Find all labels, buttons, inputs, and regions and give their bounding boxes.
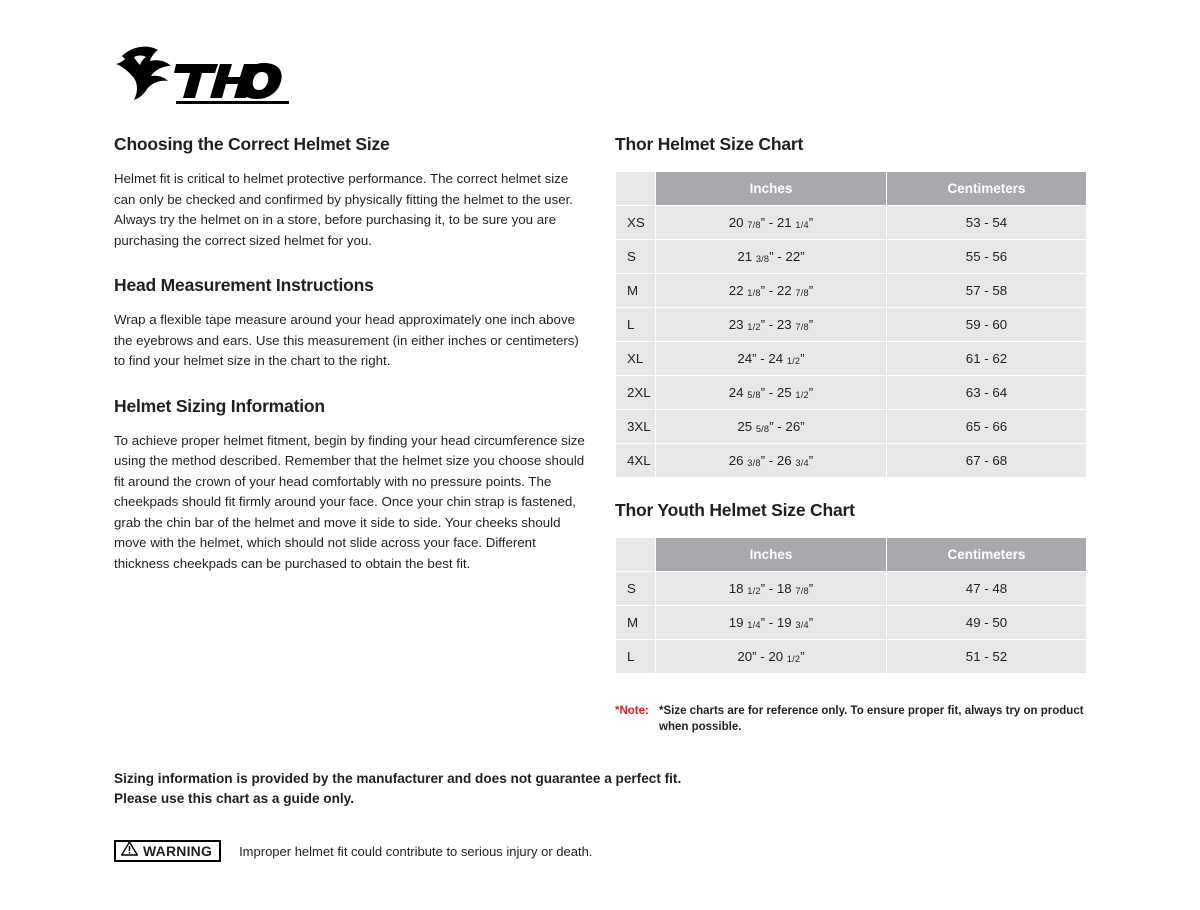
- right-charts-column: [615, 134, 1086, 674]
- warning-row: [114, 840, 592, 862]
- adult-cm-xl: 61 - 62: [887, 342, 1087, 376]
- adult-col-centimeters: Centimeters: [887, 172, 1087, 206]
- adult-size-m: M: [616, 274, 656, 308]
- youth-col-inches: Inches: [656, 538, 887, 572]
- disclaimer-line-2: Please use this chart as a guide only.: [114, 791, 354, 806]
- disclaimer-line-1: Sizing information is provided by the manufacturer and does not guarantee a perfect fit.: [114, 771, 682, 786]
- reference-note: [615, 703, 1095, 735]
- manufacturer-disclaimer: [114, 769, 681, 809]
- youth-cm-l: 51 - 52: [887, 640, 1087, 674]
- section-body-head-measurement: Wrap a flexible tape measure around your head approximately one inch above the eyebrows and ears. Use this measurement (in either inches or centimeters) to find your helmet size in the chart to the right.: [114, 312, 579, 368]
- adult-inches-s: 21 3/8” - 22”: [656, 240, 887, 274]
- adult-cm-4xl: 67 - 68: [887, 444, 1087, 478]
- table-row: [616, 308, 1087, 342]
- adult-size-xs: XS: [616, 206, 656, 240]
- adult-size-xl: XL: [616, 342, 656, 376]
- adult-inches-l: 23 1/2” - 23 7/8”: [656, 308, 887, 342]
- adult-chart-title: Thor Helmet Size Chart: [615, 134, 804, 154]
- section-heading-head-measurement: Head Measurement Instructions: [114, 275, 374, 295]
- table-row: [616, 444, 1087, 478]
- warning-badge: [114, 840, 221, 862]
- section-heading-helmet-sizing: Helmet Sizing Information: [114, 395, 325, 416]
- section-body-choosing-size: Helmet fit is critical to helmet protective performance. The correct helmet size can only be checked and confirmed by physically fitting the helmet to the user. Always try the helmet on in a store, before purchasing it, to be sure you are purchasing the correct sized helmet for you.: [114, 171, 574, 248]
- adult-col-inches: Inches: [656, 172, 887, 206]
- table-row: [616, 274, 1087, 308]
- adult-size-s: S: [616, 240, 656, 274]
- table-row: [616, 240, 1087, 274]
- adult-col-size: [616, 172, 656, 206]
- adult-cm-3xl: 65 - 66: [887, 410, 1087, 444]
- section-heading-choosing-size: Choosing the Correct Helmet Size: [114, 134, 390, 154]
- left-information-column: [114, 134, 592, 574]
- table-row: [616, 342, 1087, 376]
- adult-size-3xl: 3XL: [616, 410, 656, 444]
- adult-inches-2xl: 24 5/8” - 25 1/2”: [656, 376, 887, 410]
- adult-cm-m: 57 - 58: [887, 274, 1087, 308]
- youth-chart-title: Thor Youth Helmet Size Chart: [615, 500, 855, 520]
- adult-cm-s: 55 - 56: [887, 240, 1087, 274]
- table-row: [616, 376, 1087, 410]
- youth-inches-m: 19 1/4” - 19 3/4”: [656, 606, 887, 640]
- note-label: *Note:: [615, 705, 649, 717]
- section-body-helmet-sizing: To achieve proper helmet fitment, begin by finding your head circumference size using the method described. Remember that the helmet size you choose should fit around the crown of your head comfortably with no pressure points. The cheekpads should fit firmly around your face. Once your chin strap is fastened, grab the chin bar of the helmet and move it side to side. Your cheeks should move with the helmet, which should not slide across your face. Different thickness cheekpads can be purchased to obtain the best fit.: [114, 432, 585, 571]
- adult-cm-l: 59 - 60: [887, 308, 1087, 342]
- adult-inches-m: 22 1/8” - 22 7/8”: [656, 274, 887, 308]
- table-row: [616, 206, 1087, 240]
- table-row: [616, 640, 1087, 674]
- youth-col-size: [616, 538, 656, 572]
- table-row: [616, 572, 1087, 606]
- adult-size-4xl: 4XL: [616, 444, 656, 478]
- adult-inches-xl: 24” - 24 1/2”: [656, 342, 887, 376]
- youth-inches-l: 20” - 20 1/2”: [656, 640, 887, 674]
- table-row: [616, 410, 1087, 444]
- note-text: *Size charts are for reference only. To ensure proper fit, always try on product when possible.: [659, 705, 1084, 733]
- thor-logo: [114, 42, 289, 104]
- adult-size-2xl: 2XL: [616, 376, 656, 410]
- table-header-row: [616, 172, 1087, 206]
- youth-size-l: L: [616, 640, 656, 674]
- table-header-row: [616, 538, 1087, 572]
- adult-size-l: L: [616, 308, 656, 342]
- youth-cm-m: 49 - 50: [887, 606, 1087, 640]
- youth-cm-s: 47 - 48: [887, 572, 1087, 606]
- adult-inches-xs: 20 7/8” - 21 1/4”: [656, 206, 887, 240]
- youth-size-table: [615, 537, 1087, 674]
- adult-inches-3xl: 25 5/8” - 26”: [656, 410, 887, 444]
- warning-triangle-icon: [121, 841, 138, 861]
- youth-size-s: S: [616, 572, 656, 606]
- adult-inches-4xl: 26 3/8” - 26 3/4”: [656, 444, 887, 478]
- table-row: [616, 606, 1087, 640]
- warning-label: WARNING: [143, 843, 213, 859]
- adult-cm-2xl: 63 - 64: [887, 376, 1087, 410]
- youth-col-centimeters: Centimeters: [887, 538, 1087, 572]
- warning-text: Improper helmet fit could contribute to serious injury or death.: [239, 843, 593, 859]
- youth-inches-s: 18 1/2” - 18 7/8”: [656, 572, 887, 606]
- adult-size-table: [615, 171, 1087, 478]
- adult-cm-xs: 53 - 54: [887, 206, 1087, 240]
- youth-size-m: M: [616, 606, 656, 640]
